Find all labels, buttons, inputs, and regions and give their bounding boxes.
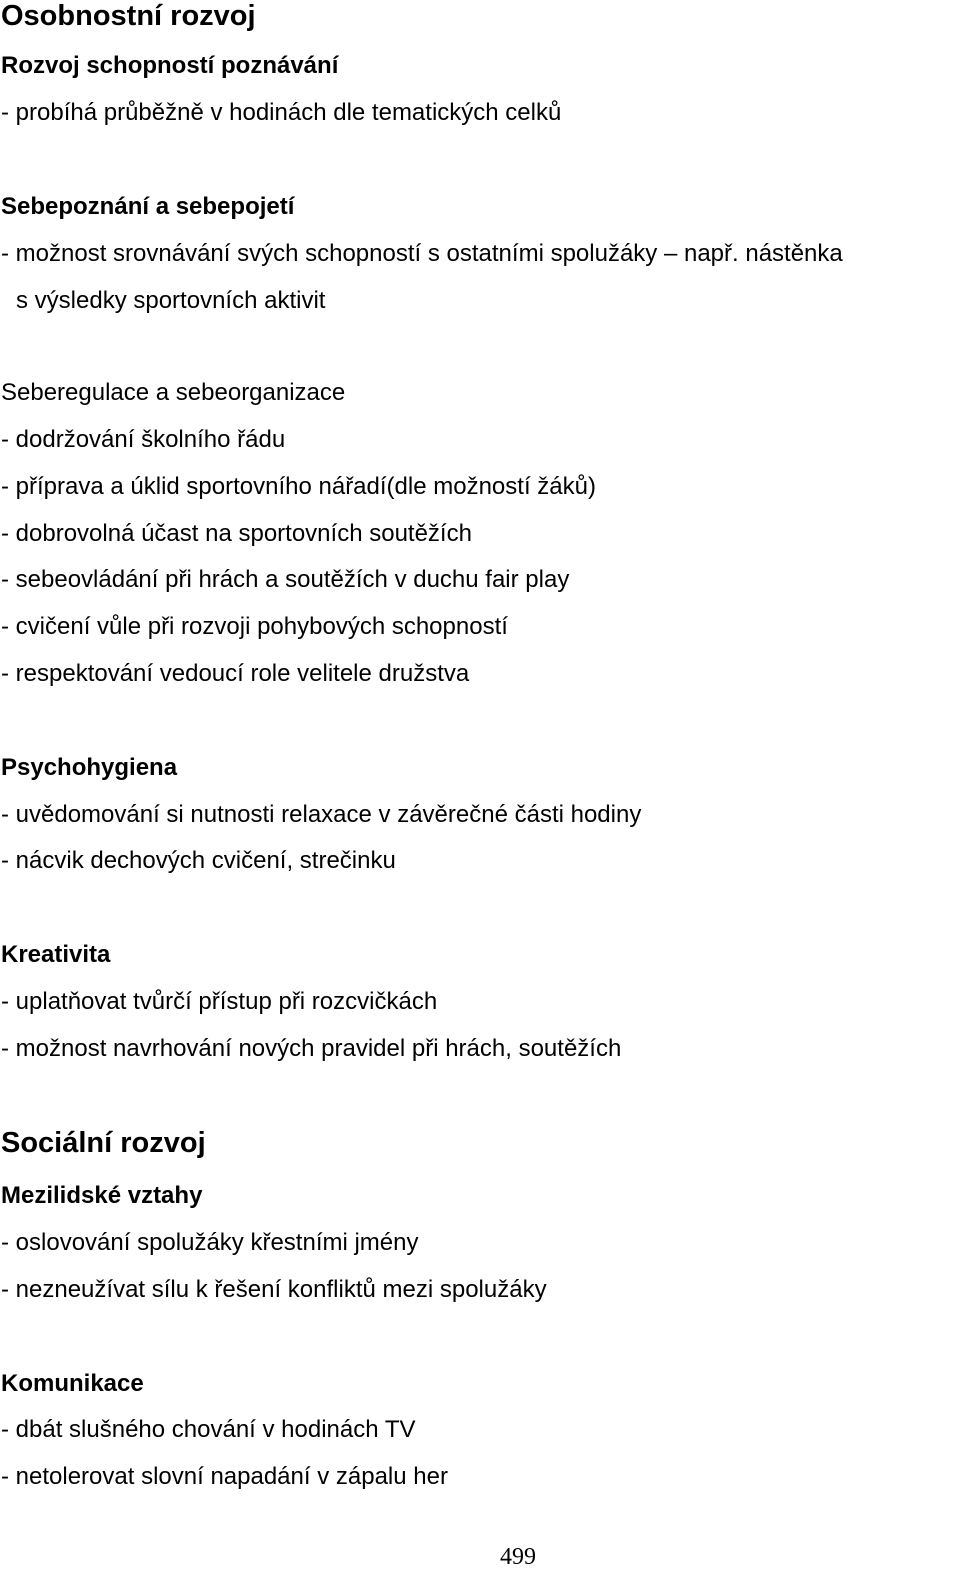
list-item-continuation: s výsledky sportovních aktivit <box>16 287 326 314</box>
list-item: - uplatňovat tvůrčí přístup při rozcvičkách <box>1 988 438 1015</box>
list-item: - uvědomování si nutnosti relaxace v závěrečné části hodiny <box>1 801 642 828</box>
list-item: - nácvik dechových cvičení, strečinku <box>1 847 396 874</box>
subsection-heading: Kreativita <box>1 941 111 968</box>
list-item: - respektování vedoucí role velitele družstva <box>1 660 470 687</box>
list-item: - netolerovat slovní napadání v zápalu her <box>1 1463 448 1490</box>
list-item: - příprava a úklid sportovního nářadí(dle možností žáků) <box>1 473 596 500</box>
section-title: Osobnostní rozvoj <box>1 0 256 32</box>
section-title: Sociální rozvoj <box>1 1127 206 1159</box>
list-item: - nezneužívat sílu k řešení konfliktů mezi spolužáky <box>1 1276 547 1303</box>
subsection-heading: Sebepoznání a sebepojetí <box>1 193 295 220</box>
list-item: - oslovování spolužáky křestními jmény <box>1 1229 419 1256</box>
list-item: - dobrovolná účast na sportovních soutěžích <box>1 520 472 547</box>
list-item: - možnost navrhování nových pravidel při hrách, soutěžích <box>1 1035 622 1062</box>
list-item: - sebeovládání při hrách a soutěžích v duchu fair play <box>1 566 570 593</box>
list-item: - cvičení vůle při rozvoji pohybových schopností <box>1 613 508 640</box>
subsection-heading: Komunikace <box>1 1370 144 1397</box>
list-item: - probíhá průběžně v hodinách dle tematických celků <box>1 99 562 126</box>
subsection-heading: Seberegulace a sebeorganizace <box>1 379 346 406</box>
list-item: - dbát slušného chování v hodinách TV <box>1 1416 416 1443</box>
subsection-heading: Mezilidské vztahy <box>1 1182 203 1209</box>
page-number: 499 <box>500 1544 536 1570</box>
subsection-heading: Psychohygiena <box>1 754 178 781</box>
list-item: - dodržování školního řádu <box>1 426 286 453</box>
subsection-heading: Rozvoj schopností poznávání <box>1 52 339 79</box>
list-item: - možnost srovnávání svých schopností s ostatními spolužáky – např. nástěnka <box>1 240 843 267</box>
